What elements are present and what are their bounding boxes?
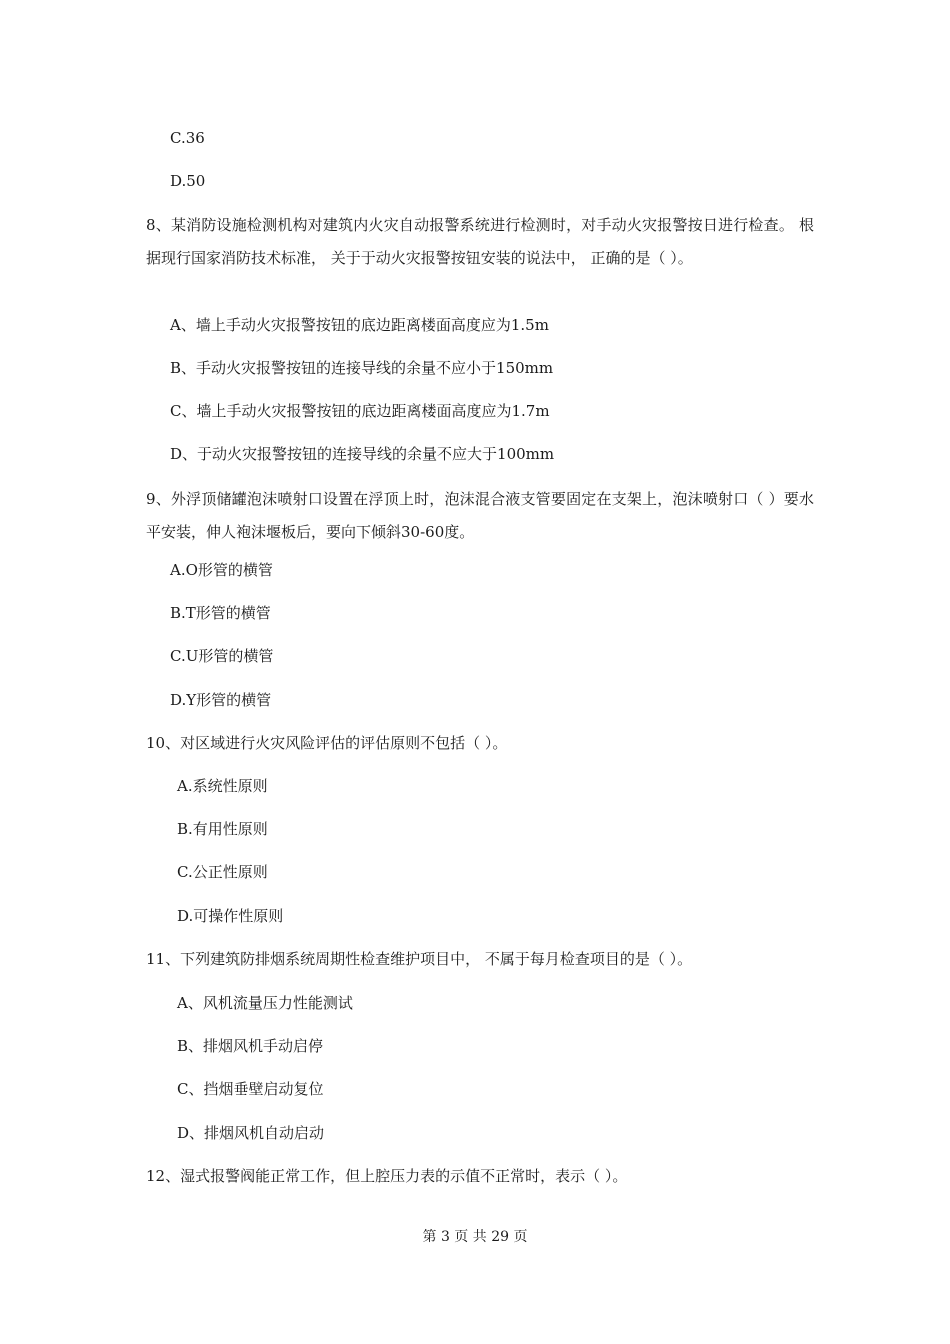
option-c-prev: C.36 [170,129,205,147]
question-11-option-d: D、排烟风机自动启动 [177,1124,325,1142]
question-10-option-b: B.有用性原则 [177,820,268,838]
question-9-option-c: C.U形管的横管 [170,647,274,665]
page-number-footer: 第 3 页 共 29 页 [422,1229,528,1245]
question-9-stem: 9、外浮顶储罐泡沫喷射口设置在浮顶上时，泡沫混合液支管要固定在支架上，泡沫喷射口（ ）要水平安装，伸人袍沫堰板后，要向下倾斜30-60度。 [146,490,814,541]
question-12-stem: 12、湿式报警阀能正常工作，但上腔压力表的示值不正常时，表示（ ）。 [146,1167,628,1185]
question-11-option-b: B、排烟风机手动启停 [177,1037,324,1055]
question-10-stem: 10、对区域进行火灾风险评估的评估原则不包括（ ）。 [146,734,508,752]
question-8-option-d: D、于动火灾报警按钮的连接导线的余量不应大于100mm [170,445,555,463]
question-8-option-c: C、墙上手动火灾报警按钮的底边距离楼面高度应为1.7m [170,402,550,420]
question-8-stem: 8、某消防设施检测机构对建筑内火灾自动报警系统进行检测时，对手动火灾报警按日进行检查。 根据现行国家消防技术标准， 关于于动火灾报警按钮安装的说法中， 正确的是（ ）。 [146,216,814,267]
question-9-option-d: D.Y形管的横管 [170,691,272,709]
question-10-option-c: C.公正性原则 [177,863,268,881]
question-9-option-b: B.T形管的横管 [170,604,271,622]
option-d-prev: D.50 [170,172,206,190]
question-9-option-a: A.O形管的横管 [170,561,273,579]
question-11-option-c: C、挡烟垂壁启动复位 [177,1080,324,1098]
question-8-option-a: A、墙上手动火灾报警按钮的底边距离楼面高度应为1.5m [170,316,549,334]
question-11-option-a: A、风机流量压力性能测试 [177,994,353,1012]
question-8-option-b: B、手动火灾报警按钮的连接导线的余量不应小于150mm [170,359,554,377]
question-10-option-a: A.系统性原则 [177,777,268,795]
question-11-stem: 11、下列建筑防排烟系统周期性检查维护项目中， 不属于每月检查项目的是（ ）。 [146,950,693,968]
question-10-option-d: D.可操作性原则 [177,907,284,925]
